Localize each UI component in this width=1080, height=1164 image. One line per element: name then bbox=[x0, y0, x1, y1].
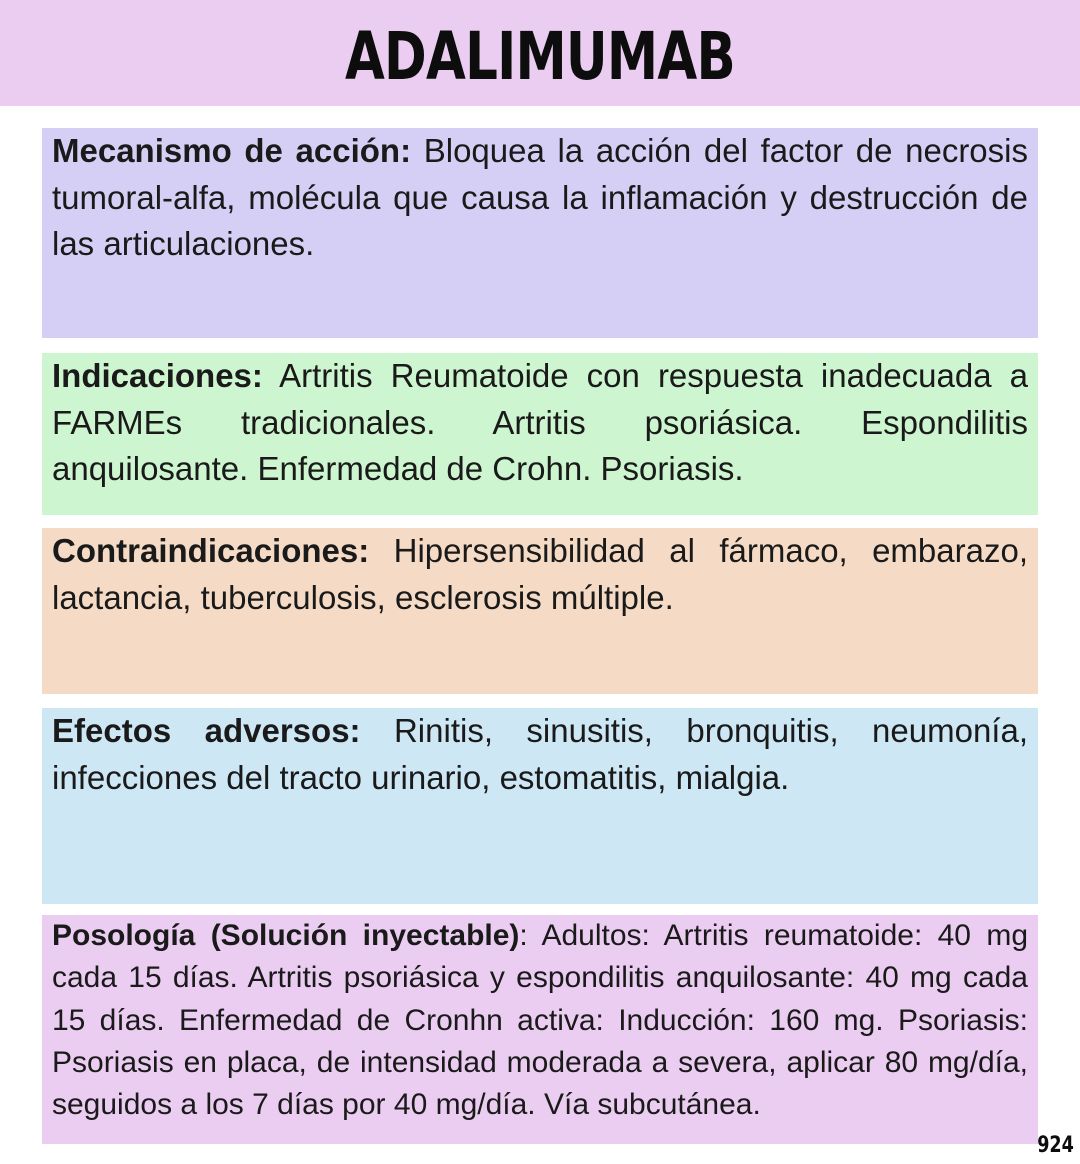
section-mecanismo-de-accion bbox=[42, 128, 1038, 338]
section-label: Mecanismo de acción: bbox=[52, 132, 412, 169]
section-text: Hipersensibilidad al fármaco, embarazo, lactancia, tuberculosis, esclerosis múltiple. bbox=[52, 532, 1028, 616]
section-efectos-adversos bbox=[42, 708, 1038, 904]
section-contraindicaciones bbox=[42, 528, 1038, 694]
section-text: : Adultos: Artritis reumatoide: 40 mg cada 15 días. Artritis psoriásica y espondilitis anquilosante: 40 mg cada 15 días. Enfermedad de Cronhn activa: Inducción: 160 mg. Psoriasis: Psoriasis en placa, de intensidad moderada a severa, aplicar 80 mg/día, seguidos a los 7 días por 40 mg/día. Vía subcutánea. bbox=[52, 919, 1028, 1122]
section-indicaciones bbox=[42, 353, 1038, 515]
page-number: 924 bbox=[1037, 1133, 1074, 1158]
title-bar bbox=[0, 0, 1080, 106]
page-title: ADALIMUMAB bbox=[345, 17, 735, 95]
section-text: Rinitis, sinusitis, bronquitis, neumonía, infecciones del tracto urinario, estomatitis, mialgia. bbox=[52, 712, 1028, 796]
section-text: Bloquea la acción del factor de necrosis tumoral-alfa, molécula que causa la inflamación y destrucción de las articulaciones. bbox=[52, 132, 1028, 262]
section-label: Indicaciones: bbox=[52, 357, 263, 394]
section-label: Posología (Solución inyectable) bbox=[52, 919, 520, 952]
section-label: Contraindicaciones: bbox=[52, 532, 370, 569]
section-label: Efectos adversos: bbox=[52, 712, 361, 749]
section-posologia bbox=[42, 915, 1038, 1144]
section-text: Artritis Reumatoide con respuesta inadecuada a FARMEs tradicionales. Artritis psoriásica. Espondilitis anquilosante. Enfermedad de Crohn. Psoriasis. bbox=[52, 357, 1028, 487]
